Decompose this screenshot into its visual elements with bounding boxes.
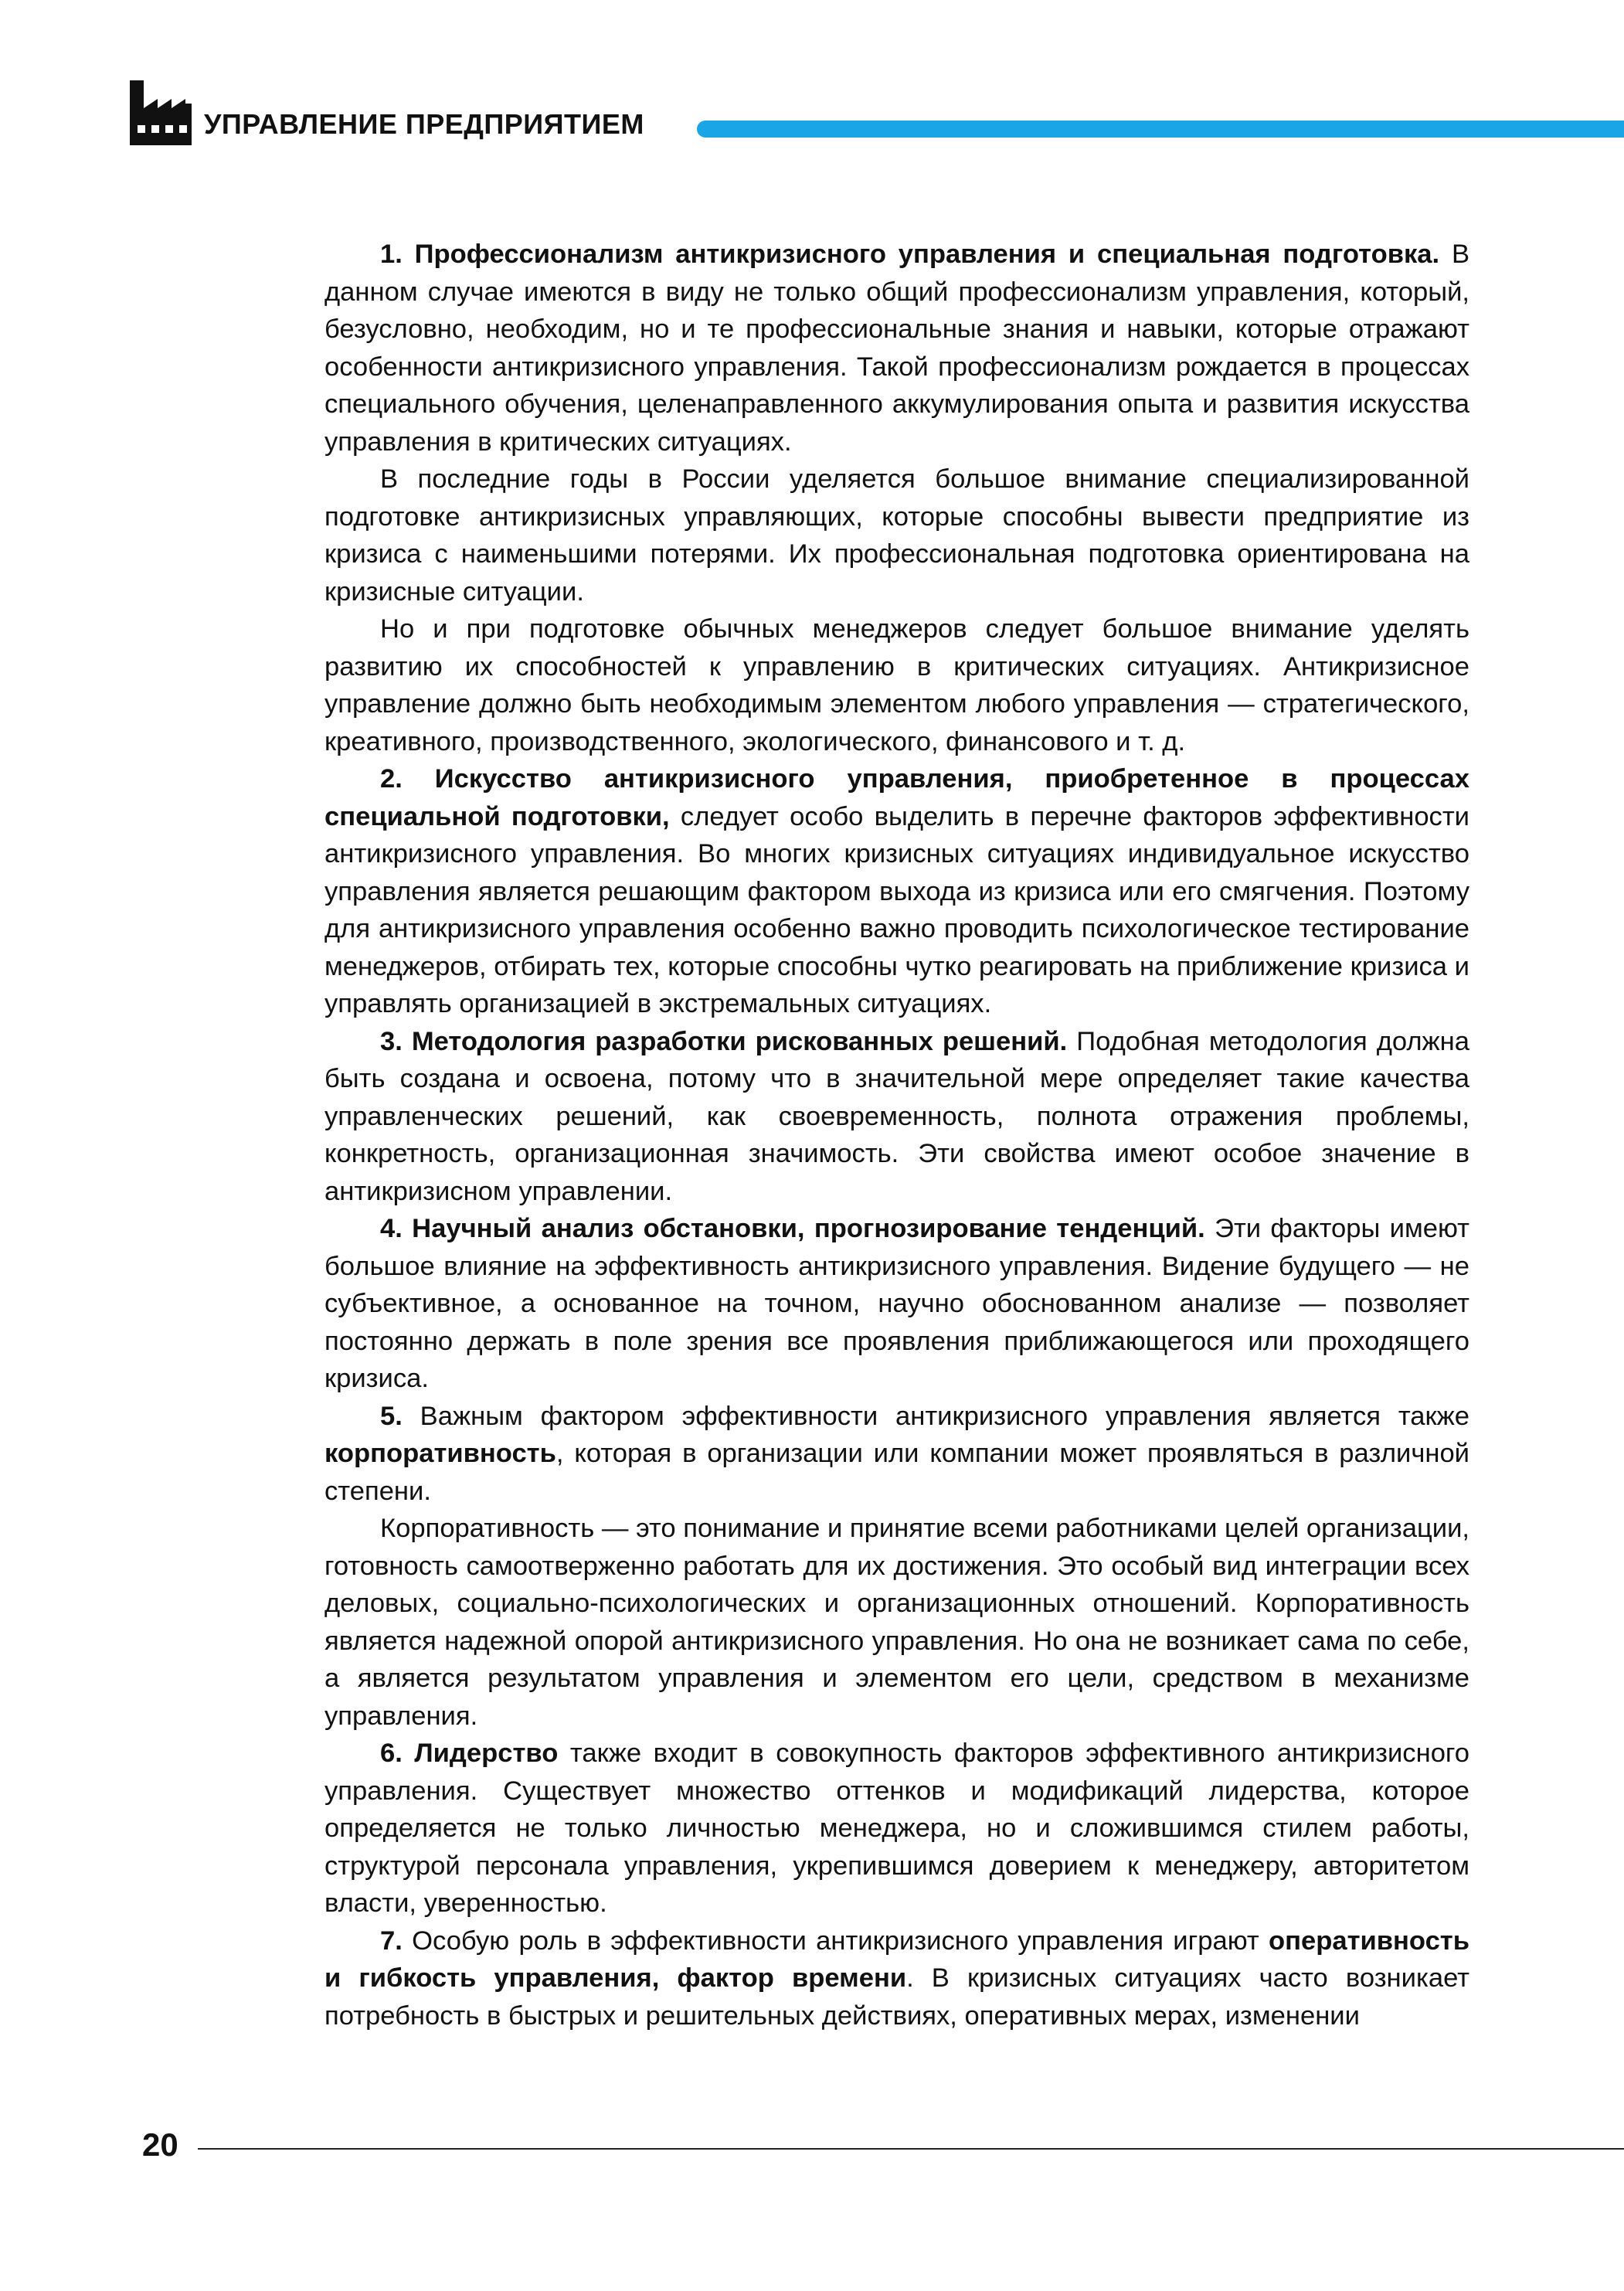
paragraph-2: В последние годы в России уделяется большое внимание специализированной подготовке антикризисных управляющих, которые способны вывести предприятие из кризиса с наименьшими потерями. Их профессиональная подготовка ориентирована на кризисные ситуации. bbox=[324, 464, 1469, 607]
page-header bbox=[130, 77, 1624, 147]
footer-rule bbox=[198, 2148, 1624, 2150]
page-number: 20 bbox=[142, 2126, 178, 2163]
paragraph-9: 6. Лидерство также входит в совокупность факторов эффективного антикризисного управления. Существует множество оттенков и модификаций лидерства, которое определяется не только личностью менеджера, но и сложившимся стилем работы, структурой персонала управления, укрепившимся доверием к менеджеру, авторитетом власти, уверенностью. bbox=[324, 1739, 1470, 1918]
body-text bbox=[324, 236, 1469, 2034]
factory-icon bbox=[130, 77, 192, 145]
paragraph-1: 1. Профессионализм антикризисного управления и специальная подготовка. В данном случае имеются в виду не только общий профессионализм управления, который, безусловно, необходим, но и те профессиональные знания и навыки, которые отражают особенности антикризисного управления. Такой профессионализм рождается в процессах специального обучения, целенаправленного аккумулирования опыта и развития искусства управления в критических ситуациях. bbox=[324, 240, 1470, 457]
paragraph-7: 5. Важным фактором эффективности антикризисного управления является также корпоративность, которая в организации или компании может проявляться в различной степени. bbox=[324, 1401, 1469, 1506]
page-footer bbox=[142, 2126, 1624, 2173]
paragraph-3: Но и при подготовке обычных менеджеров следует большое внимание уделять развитию их способностей к управлению в критических ситуациях. Антикризисное управление должно быть необходимым элементом любого управления — стратегического, креативного, производственного, экологического, финансового и т. д. bbox=[324, 614, 1469, 756]
section-title: УПРАВЛЕНИЕ ПРЕДПРИЯТИЕМ bbox=[204, 108, 644, 140]
paragraph-5: 3. Методология разработки рискованных решений. Подобная методология должна быть создана и освоена, потому что в значительной мере определяет такие качества управленческих решений, как своевременность, полнота отражения проблемы, конкретность, организационная значимость. Эти свойства имеют особое значение в антикризисном управлении. bbox=[324, 1026, 1469, 1206]
header-accent-bar bbox=[697, 121, 1624, 138]
paragraph-4: 2. Искусство антикризисного управления, приобретенное в процессах специальной подготовки, следует особо выделить в перечне факторов эффективности антикризисного управления. Во многих кризисных ситуациях индивидуальное искусство управления является решающим фактором выхода из кризиса или его смягчения. Поэтому для антикризисного управления особенно важно проводить психологическое тестирование менеджеров, отбирать тех, которые способны чутко реагировать на приближение кризиса и управлять организацией в экстремальных ситуациях. bbox=[324, 764, 1469, 1018]
paragraph-8: Корпоративность — это понимание и принятие всеми работниками целей организации, готовность самоотверженно работать для их достижения. Это особый вид интеграции всех деловых, социально-психологических и организационных отношений. Корпоративность является надежной опорой антикризисного управления. Но она не возникает сама по себе, а является результатом управления и элементом его цели, средством в механизме управления. bbox=[324, 1514, 1469, 1731]
paragraph-6: 4. Научный анализ обстановки, прогнозирование тенденций. Эти факторы имеют большое влияние на эффективность антикризисного управления. Видение будущего — не субъективное, а основанное на точном, научно обоснованном анализе — позволяет постоянно держать в поле зрения все проявления приближающегося или проходящего кризиса. bbox=[324, 1214, 1469, 1393]
paragraph-10: 7. Особую роль в эффективности антикризисного управления играют оперативность и гибкость управления, фактор времени. В кризисных ситуациях часто возникает потребность в быстрых и решительных действиях, оперативных мерах, изменении bbox=[324, 1926, 1469, 2031]
